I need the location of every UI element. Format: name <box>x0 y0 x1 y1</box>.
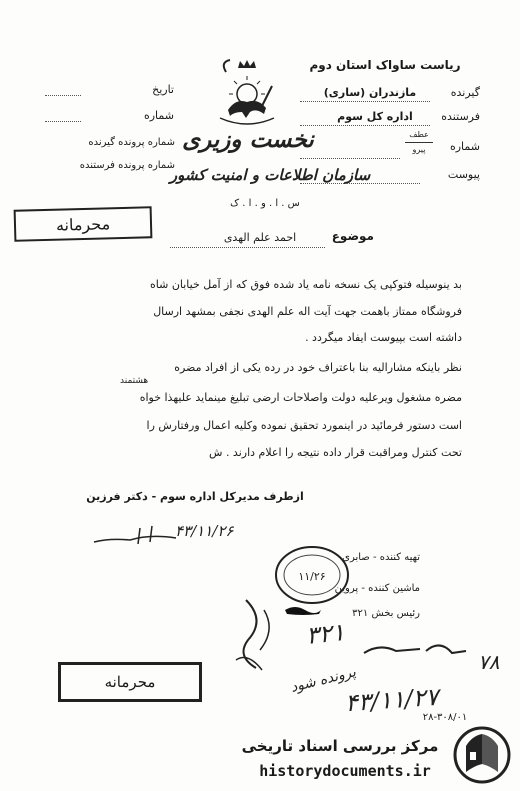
typist-field: تهیه کننده - صابری <box>342 552 420 563</box>
signature-scribble-icon <box>90 520 180 550</box>
sender-line <box>300 125 430 126</box>
handwritten-scribbles-icon <box>226 590 306 690</box>
attachment-line <box>300 183 420 184</box>
archive-code: ۲۸-۳۰۸/۰۱ <box>422 712 468 723</box>
sender-value: اداره کل سوم <box>337 110 413 123</box>
body-line: بد ینوسیله فتوکپی یک نسخه نامه یاد شده فوق که از آمل خیابان شاه <box>149 278 462 291</box>
organization-title: سازمان اطلاعات و امنیت کشور <box>169 166 371 184</box>
department-head-field: رئیس بخش ۳۲۱ <box>352 608 420 619</box>
body-line: نظر باینکه مشارالیه بنا باعتراف خود در رده یکی از افراد مضره <box>174 361 462 374</box>
receiver-value: مازندران (ساری) <box>323 86 417 99</box>
lion-and-sun-emblem-icon <box>216 58 278 128</box>
confidential-stamp: محرمانه <box>14 206 153 242</box>
receiver-line <box>300 101 430 102</box>
body-line: مضره مشغول ویرعلیه دولت واصلاحات ارضی تبلیغ مینماید علیهذا خواه <box>139 391 462 404</box>
subject-value: احمد علم الهدی <box>223 231 297 244</box>
sender-label: فرستنده <box>441 110 480 123</box>
number-sub-divider <box>405 142 433 143</box>
body-line: فروشگاه ممتاز باهمت جهت آیت اله علم الهدی نجفی بمشهد ارسال <box>153 305 462 318</box>
handwritten-code-right: ۷۸ <box>478 650 500 674</box>
office-title: ریاست ساواک استان دوم <box>309 58 461 72</box>
handwritten-number: ۳۲۱ <box>304 618 347 650</box>
watermark-title: مرکز بررسی اسناد تاریخی <box>241 737 439 755</box>
handwritten-dashes-icon <box>360 635 470 665</box>
signature-block: ازطرف مدیرکل اداره سوم - دکتر فرزین <box>86 490 304 503</box>
ministry-title: نخست وزیری <box>182 126 314 153</box>
watermark-logo-icon <box>452 724 512 786</box>
proofreader-field: ماشین کننده - پروین <box>334 583 420 594</box>
number-sub-peyro: پیرو <box>412 145 426 154</box>
watermark-url: historydocuments.ir <box>259 762 431 780</box>
sender-file-label: شماره پرونده فرستنده <box>79 160 175 171</box>
subject-label: موضوع <box>331 229 374 243</box>
svg-text:۱۱/۲۶: ۱۱/۲۶ <box>298 570 326 583</box>
date-line <box>45 95 81 96</box>
bottom-confidential-stamp: محرمانه <box>58 662 202 702</box>
number-label: شماره <box>143 109 174 122</box>
number-line <box>45 121 81 122</box>
body-line: است دستور فرمائید در اینمورد تحقیق نموده وکلیه اعمال ورفتارش را <box>146 419 462 432</box>
body-line: داشته است بپیوست ایفاد میگردد . <box>305 331 462 344</box>
body-line: تحت کنترل ومراقبت قرار داده نتیجه را اعلام دارند . ش <box>209 446 462 459</box>
handwritten-note: پرونده شود <box>289 664 358 696</box>
number-sub-atf: عطف <box>409 130 429 139</box>
receiver-label: گیرنده <box>450 86 480 99</box>
subject-line <box>170 247 325 248</box>
number-field-line <box>300 158 400 159</box>
document-code: س . ا . و . ا . ک <box>230 198 300 209</box>
attachment-label: پیوست <box>447 168 480 181</box>
receiver-file-label: شماره پرونده گیرنده <box>88 137 175 148</box>
handwritten-date-bottom: ۴۳/۱۱/۲۷ <box>344 682 440 718</box>
number-field-label: شماره <box>449 140 480 153</box>
date-label: تاریخ <box>152 83 174 96</box>
handwritten-date: ۴۳/۱۱/۲۶ <box>175 522 234 540</box>
inline-insert: هشتمند <box>120 376 149 386</box>
